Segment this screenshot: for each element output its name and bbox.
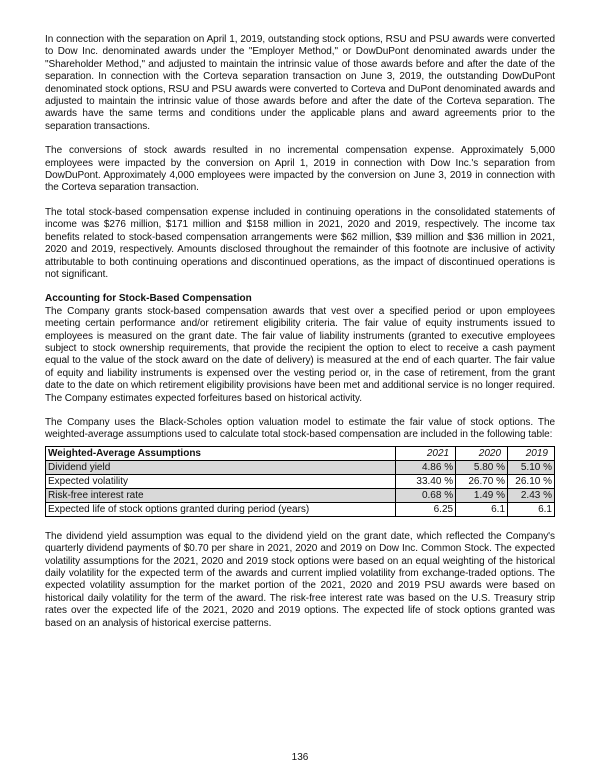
cell-2019: 6.1 — [508, 502, 555, 516]
page-number: 136 — [291, 752, 309, 763]
cell-2020: 6.1 — [456, 502, 508, 516]
table-row — [46, 474, 555, 488]
paragraph-conversion-impact: The conversions of stock awards resulted in no incremental compensation expense. Approximately 5,000 employees were impacted by the conversion on April 1, 2019 in connection with Dow Inc.'s separation from DowDuPont. Approximately 4,000 employees were impacted by the conversion on June 3, 2019 in connection with the Corteva separation transaction. — [45, 145, 555, 194]
cell-2021: 6.25 — [396, 502, 456, 516]
cell-2019: 5.10 % — [508, 460, 555, 474]
document-page — [45, 34, 555, 642]
table-header-2021: 2021 — [396, 446, 456, 460]
table-header-label: Weighted-Average Assumptions — [46, 446, 396, 460]
row-label: Expected life of stock options granted during period (years) — [46, 502, 396, 516]
table-row — [46, 502, 555, 516]
section-heading: Accounting for Stock-Based Compensation — [45, 293, 252, 305]
cell-2020: 5.80 % — [456, 460, 508, 474]
row-label: Dividend yield — [46, 460, 396, 474]
cell-2019: 2.43 % — [508, 488, 555, 502]
cell-2020: 1.49 % — [456, 488, 508, 502]
cell-2019: 26.10 % — [508, 474, 555, 488]
paragraph-compensation-expense: The total stock-based compensation expense included in continuing operations in the consolidated statements of income was $276 million, $171 million and $158 million in 2021, 2020 and 2019, respectively. The income tax benefits related to stock-based compensation arrangements were $62 million, $39 million and $36 million in 2021, 2020 and 2019, respectively. Amounts disclosed throughout the remainder of this footnote are inclusive of activity attributable to both continuing operations and discontinued operations, as the impact of discontinued operations is not significant. — [45, 206, 555, 280]
cell-2021: 33.40 % — [396, 474, 456, 488]
cell-2021: 4.86 % — [396, 460, 456, 474]
table-header-row — [46, 446, 555, 460]
table-row — [46, 488, 555, 502]
row-label: Expected volatility — [46, 474, 396, 488]
table-header-2020: 2020 — [456, 446, 508, 460]
table-row — [46, 460, 555, 474]
paragraph-black-scholes: The Company uses the Black-Scholes option valuation model to estimate the fair value of stock options. The weighted-average assumptions used to calculate total stock-based compensation are included in the following table: — [45, 416, 555, 441]
cell-2021: 0.68 % — [396, 488, 456, 502]
paragraph-assumption-details: The dividend yield assumption was equal to the dividend yield on the grant date, which reflected the Company's quarterly dividend payments of $0.70 per share in 2021, 2020 and 2019 on Dow Inc. Common Stock. The expected volatility assumptions for the 2021, 2020 and 2019 stock options were based on an equal weighting of the historical daily volatility for the expected term of the awards and current implied volatility from exchange-traded options. The expected volatility assumption for the market portion of the 2021, 2020 and 2019 PSU awards were based on historical daily volatility for the term of the award. The risk-free interest rate was based on the U.S. Treasury strip rates over the expected life of the 2021, 2020 and 2019 options. The expected life of stock options granted was based on an analysis of historical exercise patterns. — [45, 530, 555, 629]
paragraph-separation-conversion: In connection with the separation on April 1, 2019, outstanding stock options, RSU and PSU awards were converted to Dow Inc. denominated awards under the "Employer Method," or DowDuPont denominated awards under the "Shareholder Method," and adjusted to maintain the intrinsic value of those awards before and after the date of the separation. In connection with the Corteva separation transaction on June 3, 2019, the outstanding DowDuPont denominated stock options, RSU and PSU awards were converted to Corteva and DuPont denominated awards and adjusted to maintain the intrinsic value of those awards before and after the date of the Corteva separation. The awards have the same terms and conditions under the applicable plans and award agreements prior to the separation transactions. — [45, 34, 555, 132]
cell-2020: 26.70 % — [456, 474, 508, 488]
paragraph-accounting-policy: The Company grants stock-based compensation awards that vest over a specified period or upon employees meeting certain performance and/or retirement eligibility criteria. The fair value of equity instruments issued to employees is measured on the grant date. The fair value of liability instruments (granted to executive employees subject to stock ownership requirements, that provide the recipient the option to elect to receive a cash payment equal to the value of the stock award on the date of delivery) is measured at the end of each quarter. The fair value of equity and liability instruments is expensed over the vesting period or, in the case of retirement, from the grant date to the date on which retirement eligibility provisions have been met and additional service is no longer required. The Company estimates expected forfeitures based on historical activity. — [45, 305, 555, 404]
row-label: Risk-free interest rate — [46, 488, 396, 502]
assumptions-table — [45, 446, 555, 517]
table-header-2019: 2019 — [508, 446, 555, 460]
